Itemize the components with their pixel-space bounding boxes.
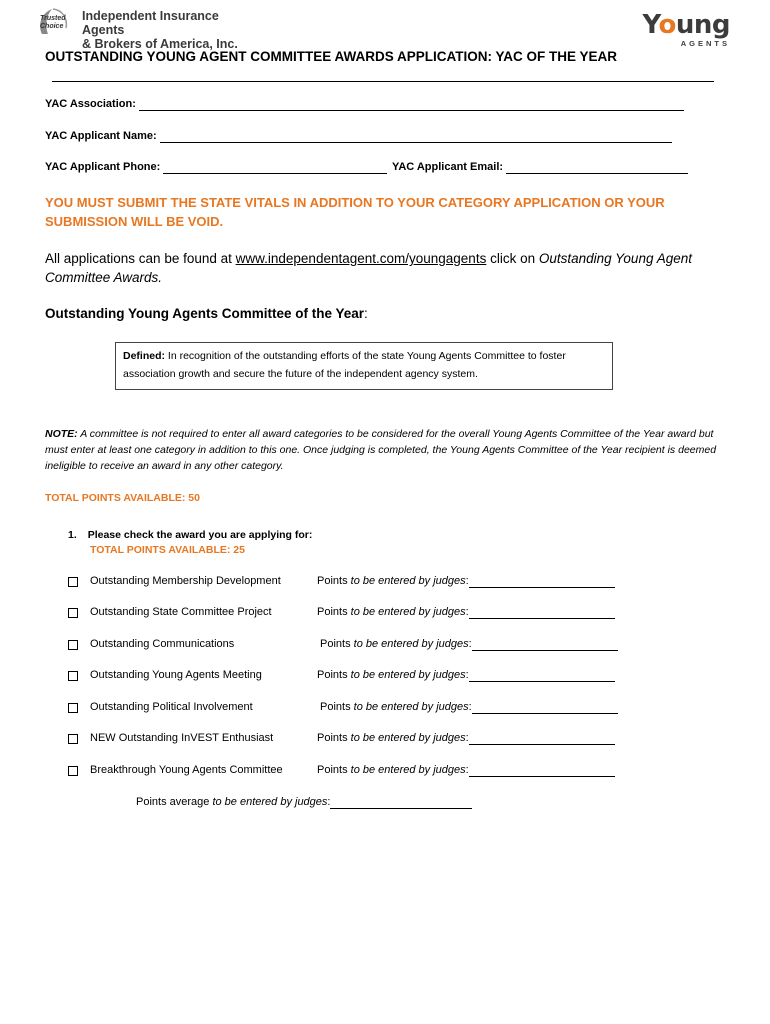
- trusted-choice-text: Trusted Choice: [40, 15, 66, 30]
- points-italic: to be entered by judges: [350, 606, 466, 618]
- points-suffix: :: [465, 606, 469, 618]
- points-average-suffix: :: [327, 796, 331, 808]
- points-entry: [317, 732, 615, 745]
- award-option-row: [68, 606, 628, 622]
- points-suffix: :: [465, 669, 469, 681]
- award-checkbox[interactable]: [68, 671, 78, 681]
- question-1-text: Please check the award you are applying for:: [87, 529, 313, 541]
- points-prefix: Points: [317, 575, 351, 587]
- points-entry: [317, 606, 615, 619]
- association-field: [45, 98, 684, 111]
- info-prefix: All applications can be found at: [45, 251, 236, 266]
- young-agents-logo: [643, 12, 730, 48]
- points-entry: [317, 575, 615, 588]
- award-option-label: Breakthrough Young Agents Committee: [90, 764, 283, 776]
- award-option-row: [68, 575, 628, 591]
- definition-text: In recognition of the outstanding efforts of the state Young Agents Committee to foster association growth and secure the future of the independent agency system.: [123, 350, 566, 380]
- info-italic: Outstanding Young Agent Committee Awards.: [45, 251, 692, 285]
- association-input-line[interactable]: [139, 98, 684, 111]
- association-label: YAC Association:: [45, 98, 136, 110]
- page-title: OUTSTANDING YOUNG AGENT COMMITTEE AWARDS APPLICATION: YAC OF THE YEAR: [45, 49, 618, 64]
- award-checkbox[interactable]: [68, 608, 78, 618]
- award-option-row: [68, 764, 628, 780]
- applicant-name-field: [45, 130, 672, 143]
- award-option-label: Outstanding State Committee Project: [90, 606, 272, 618]
- award-option-row: [68, 638, 628, 654]
- award-option-label: Outstanding Communications: [90, 638, 235, 650]
- points-prefix: Points: [317, 669, 351, 681]
- award-checkbox[interactable]: [68, 766, 78, 776]
- award-option-label: Outstanding Young Agents Meeting: [90, 669, 262, 681]
- points-suffix: :: [468, 701, 472, 713]
- note-label: NOTE:: [45, 428, 78, 440]
- applicant-email-input-line[interactable]: [506, 161, 688, 174]
- points-average-input-line[interactable]: [330, 796, 472, 809]
- divider: [52, 81, 714, 82]
- section-title-colon: :: [364, 306, 368, 321]
- points-prefix: Points: [320, 638, 354, 650]
- young-agents-logo-subtext: AGENTS: [680, 39, 730, 48]
- young-agents-wordmark-text: Young: [642, 10, 730, 40]
- award-checkbox[interactable]: [68, 640, 78, 650]
- question-1-points: TOTAL POINTS AVAILABLE: 25: [90, 544, 245, 556]
- points-suffix: :: [465, 764, 469, 776]
- points-entry: [320, 701, 618, 714]
- note-paragraph: [45, 426, 737, 474]
- applicant-phone-input-line[interactable]: [163, 161, 387, 174]
- award-option-row: [68, 669, 628, 685]
- points-italic: to be entered by judges: [350, 732, 466, 744]
- award-option-label: Outstanding Membership Development: [90, 575, 281, 587]
- org-name: Independent Insurance Agents & Brokers of America, Inc.: [82, 9, 238, 51]
- points-entry: [317, 764, 615, 777]
- points-input-line[interactable]: [469, 575, 615, 588]
- question-1: [68, 528, 312, 558]
- points-input-line[interactable]: [469, 669, 615, 682]
- points-input-line[interactable]: [472, 701, 618, 714]
- points-entry: [320, 638, 618, 651]
- points-prefix: Points: [317, 606, 351, 618]
- applicant-email-field: [392, 161, 688, 174]
- points-prefix: Points: [317, 764, 351, 776]
- question-1-number: 1.: [68, 529, 77, 541]
- points-average-italic: to be entered by judges: [212, 796, 328, 808]
- total-points-available: TOTAL POINTS AVAILABLE: 50: [45, 492, 200, 504]
- applicant-phone-label: YAC Applicant Phone:: [45, 161, 161, 173]
- points-suffix: :: [468, 638, 472, 650]
- points-input-line[interactable]: [469, 732, 615, 745]
- award-option-label: Outstanding Political Involvement: [90, 701, 253, 713]
- points-suffix: :: [465, 575, 469, 587]
- points-prefix: Points: [320, 701, 354, 713]
- applications-link[interactable]: www.independentagent.com/youngagents: [235, 251, 487, 266]
- award-option-row: [68, 732, 628, 748]
- note-text: A committee is not required to enter all award categories to be considered for the overall Young Agents Committee of the Year award but must enter at least one category in addition to this one. Once judging is completed, the Young Agents Committee of the Year recipient is deemed ineligible to receive an award in any other category.: [45, 428, 717, 472]
- points-entry: [317, 669, 615, 682]
- points-input-line[interactable]: [472, 638, 618, 651]
- award-checkbox[interactable]: [68, 577, 78, 587]
- applicant-email-label: YAC Applicant Email:: [392, 161, 504, 173]
- applicant-phone-field: [45, 161, 387, 174]
- points-suffix: :: [465, 732, 469, 744]
- definition-box: [115, 342, 613, 390]
- points-italic: to be entered by judges: [350, 575, 466, 587]
- section-title-text: Outstanding Young Agents Committee of the Year: [45, 306, 365, 321]
- points-average-prefix: Points average: [136, 796, 213, 808]
- award-option-label: NEW Outstanding InVEST Enthusiast: [90, 732, 274, 744]
- applicant-name-label: YAC Applicant Name:: [45, 130, 157, 142]
- submission-warning: YOU MUST SUBMIT THE STATE VITALS IN ADDITION TO YOUR CATEGORY APPLICATION OR YOUR SUBMISSION WILL BE VOID.: [45, 195, 665, 229]
- applicant-name-input-line[interactable]: [160, 130, 672, 143]
- points-italic: to be entered by judges: [353, 638, 469, 650]
- points-average: [136, 796, 472, 809]
- points-italic: to be entered by judges: [353, 701, 469, 713]
- iiaba-logo: [36, 6, 246, 51]
- points-prefix: Points: [317, 732, 351, 744]
- young-agents-logo-wordmark: [643, 12, 730, 38]
- points-input-line[interactable]: [469, 606, 615, 619]
- award-checkbox[interactable]: [68, 734, 78, 744]
- definition-label: Defined:: [123, 350, 165, 362]
- points-input-line[interactable]: [469, 764, 615, 777]
- points-italic: to be entered by judges: [350, 764, 466, 776]
- applications-info: [45, 249, 735, 287]
- award-checkbox[interactable]: [68, 703, 78, 713]
- section-title: [45, 306, 368, 321]
- points-italic: to be entered by judges: [350, 669, 466, 681]
- award-option-row: [68, 701, 628, 717]
- info-middle: click on: [486, 251, 539, 266]
